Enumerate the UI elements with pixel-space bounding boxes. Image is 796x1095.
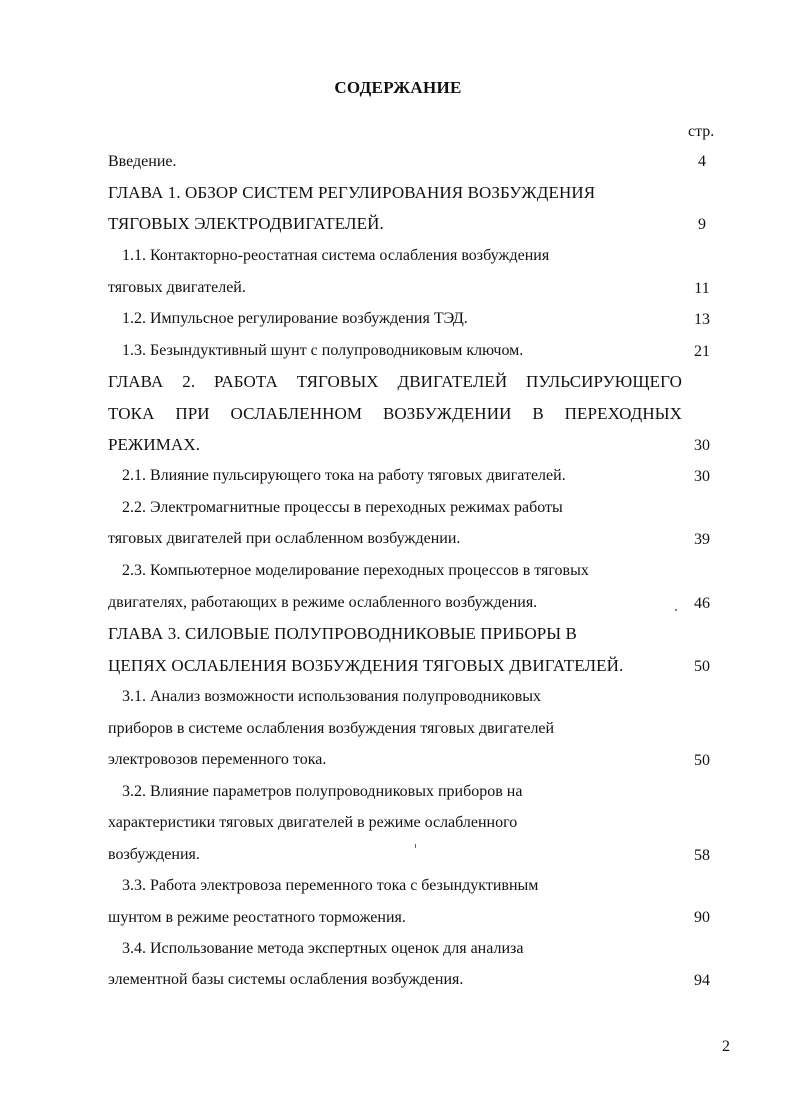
- toc-line: тяговых двигателей.: [108, 279, 246, 296]
- toc-line: двигателях, работающих в режиме ослабленного возбуждения.: [108, 594, 538, 611]
- toc-line: 3.2. Влияние параметров полупроводниковых приборов на: [122, 783, 523, 800]
- toc-line: 3.3. Работа электровоза переменного тока с безындуктивным: [122, 877, 539, 894]
- toc-line: 2.2. Электромагнитные процессы в переходных режимах работы: [122, 499, 563, 516]
- toc-line: 2.1. Влияние пульсирующего тока на работу тяговых двигателей.: [122, 467, 566, 484]
- toc-line: РЕЖИМАХ.: [108, 435, 201, 454]
- scan-speck: [415, 844, 416, 848]
- toc-line: ЦЕПЯХ ОСЛАБЛЕНИЯ ВОЗБУЖДЕНИЯ ТЯГОВЫХ ДВИГАТЕЛЕЙ.: [108, 656, 624, 675]
- toc-line: 1.2. Импульсное регулирование возбуждения ТЭД.: [122, 310, 468, 327]
- toc-page-number: 94: [694, 972, 710, 989]
- toc-page-number: 30: [694, 468, 710, 485]
- toc-line: ГЛАВА 3. СИЛОВЫЕ ПОЛУПРОВОДНИКОВЫЕ ПРИБОРЫ В: [108, 624, 577, 643]
- toc-line: приборов в системе ослабления возбуждения тяговых двигателей: [108, 720, 555, 737]
- toc-page-number: 58: [694, 847, 710, 864]
- toc-page-number: 90: [694, 909, 710, 926]
- toc-page-number: 46: [694, 595, 710, 612]
- toc-line: ТЯГОВЫХ ЭЛЕКТРОДВИГАТЕЛЕЙ.: [108, 214, 384, 233]
- toc-page-number: 9: [698, 216, 706, 233]
- toc-page-number: 50: [694, 752, 710, 769]
- toc-line: шунтом в режиме реостатного торможения.: [108, 909, 406, 926]
- page-number: 2: [722, 1038, 730, 1055]
- toc-page-number: 11: [694, 280, 710, 297]
- toc-title: СОДЕРЖАНИЕ: [334, 78, 462, 97]
- toc-page-number: 39: [694, 531, 710, 548]
- toc-page-number: 4: [698, 153, 706, 170]
- toc-line: возбуждения.: [108, 846, 200, 863]
- toc-line: ГЛАВА 2. РАБОТА ТЯГОВЫХ ДВИГАТЕЛЕЙ ПУЛЬСИРУЮЩЕГО: [108, 372, 682, 391]
- toc-line: 1.1. Контакторно-реостатная система ослабления возбуждения: [122, 247, 550, 264]
- toc-page-number: 13: [694, 311, 710, 328]
- toc-line: 2.3. Компьютерное моделирование переходных процессов в тяговых: [122, 562, 589, 579]
- toc-line: элементной базы системы ослабления возбуждения.: [108, 971, 464, 988]
- toc-page-number: 21: [694, 343, 710, 360]
- toc-page-number: 30: [694, 437, 710, 454]
- toc-page-number: 50: [694, 658, 710, 675]
- toc-line: 3.1. Анализ возможности использования полупроводниковых: [122, 688, 542, 705]
- toc-line: электровозов переменного тока.: [108, 751, 327, 768]
- toc-line: 3.4. Использование метода экспертных оценок для анализа: [122, 940, 524, 957]
- toc-line: 1.3. Безындуктивный шунт с полупроводниковым ключом.: [122, 342, 524, 359]
- toc-line: ГЛАВА 1. ОБЗОР СИСТЕМ РЕГУЛИРОВАНИЯ ВОЗБУЖДЕНИЯ: [108, 183, 596, 202]
- page-column-label: стр.: [688, 123, 715, 140]
- scan-speck: [675, 609, 677, 611]
- toc-line: характеристики тяговых двигателей в режиме ослабленного: [108, 814, 518, 831]
- toc-line: ТОКА ПРИ ОСЛАБЛЕННОМ ВОЗБУЖДЕНИИ В ПЕРЕХОДНЫХ: [108, 404, 682, 423]
- toc-line: тяговых двигателей при ослабленном возбуждении.: [108, 530, 461, 547]
- toc-line: Введение.: [108, 153, 177, 170]
